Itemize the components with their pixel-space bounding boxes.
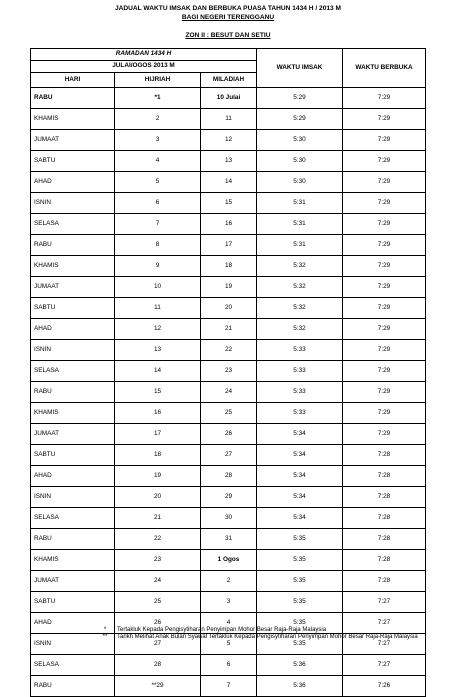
imsak-cell: 5:34 (257, 487, 343, 508)
hijri-cell: 10 (115, 277, 201, 298)
berbuka-cell: 7:29 (343, 172, 426, 193)
table-row (31, 655, 426, 676)
berbuka-cell: 7:29 (343, 214, 426, 235)
hijri-cell: 14 (115, 361, 201, 382)
imsak-cell: 5:33 (257, 340, 343, 361)
hijri-cell: 25 (115, 592, 201, 613)
berbuka-cell: 7:29 (343, 109, 426, 130)
table-row (31, 676, 426, 697)
berbuka-cell: 7:29 (343, 403, 426, 424)
day-cell: SABTU (31, 445, 115, 466)
berbuka-cell: 7:28 (343, 571, 426, 592)
day-cell: SELASA (31, 508, 115, 529)
berbuka-cell: 7:29 (343, 130, 426, 151)
imsak-cell: 5:35 (257, 550, 343, 571)
table-row (31, 193, 426, 214)
document-title: JADUAL WAKTU IMSAK DAN BERBUKA PUASA TAHUN 1434 H / 2013 M (114, 5, 342, 12)
table-row (31, 319, 426, 340)
imsak-cell: 5:35 (257, 592, 343, 613)
imsak-cell: 5:36 (257, 655, 343, 676)
table-row (31, 298, 426, 319)
imsak-cell: 5:34 (257, 466, 343, 487)
imsak-cell: 5:32 (257, 298, 343, 319)
day-cell: AHAD (31, 319, 115, 340)
berbuka-cell: 7:29 (343, 235, 426, 256)
table-row (31, 340, 426, 361)
day-cell: JUMAAT (31, 571, 115, 592)
hijri-cell: 21 (115, 508, 201, 529)
miladi-cell: 15 (201, 193, 257, 214)
day-cell: KHAMIS (31, 403, 115, 424)
day-cell: SABTU (31, 592, 115, 613)
day-cell: JUMAAT (31, 424, 115, 445)
hijri-cell: 2 (115, 109, 201, 130)
miladi-cell: 19 (201, 277, 257, 298)
hijri-cell: 16 (115, 403, 201, 424)
imsak-cell: 5:33 (257, 403, 343, 424)
imsak-cell: 5:32 (257, 277, 343, 298)
hijri-cell: 27 (115, 634, 201, 655)
table-row (31, 508, 426, 529)
day-cell: AHAD (31, 613, 115, 634)
day-cell: SELASA (31, 361, 115, 382)
imsak-cell: 5:34 (257, 424, 343, 445)
schedule-table (30, 48, 426, 697)
miladi-cell: 7 (201, 676, 257, 697)
imsak-cell: 5:32 (257, 256, 343, 277)
table-row (31, 445, 426, 466)
hijri-cell: 23 (115, 550, 201, 571)
imsak-column-header: WAKTU IMSAK (257, 49, 343, 88)
day-cell: KHAMIS (31, 256, 115, 277)
imsak-cell: 5:35 (257, 634, 343, 655)
berbuka-cell: 7:29 (343, 256, 426, 277)
imsak-cell: 5:31 (257, 214, 343, 235)
hijri-cell: 18 (115, 445, 201, 466)
miladi-cell: 17 (201, 235, 257, 256)
berbuka-cell: 7:28 (343, 550, 426, 571)
day-cell: KHAMIS (31, 109, 115, 130)
table-row (31, 487, 426, 508)
miladi-cell: 27 (201, 445, 257, 466)
hijri-column-header: HIJRIAH (115, 73, 201, 88)
day-cell: SABTU (31, 298, 115, 319)
berbuka-cell: 7:27 (343, 613, 426, 634)
hijri-cell: **29 (115, 676, 201, 697)
hijri-cell: 20 (115, 487, 201, 508)
berbuka-cell: 7:29 (343, 298, 426, 319)
berbuka-cell: 7:28 (343, 508, 426, 529)
month-header: JULAI/OGOS 2013 M (31, 61, 257, 73)
table-row (31, 361, 426, 382)
imsak-cell: 5:31 (257, 193, 343, 214)
day-cell: SABTU (31, 151, 115, 172)
miladi-cell: 22 (201, 340, 257, 361)
hijri-cell: 19 (115, 466, 201, 487)
hijri-cell: 22 (115, 529, 201, 550)
zone-label: ZON II : BESUT DAN SETIU (185, 32, 271, 39)
miladi-cell: 31 (201, 529, 257, 550)
footnote (97, 627, 427, 634)
miladi-cell: 16 (201, 214, 257, 235)
day-cell: SELASA (31, 655, 115, 676)
berbuka-cell: 7:27 (343, 634, 426, 655)
table-row (31, 88, 426, 109)
berbuka-cell: 7:28 (343, 466, 426, 487)
footnotes (97, 627, 427, 641)
berbuka-cell: 7:29 (343, 361, 426, 382)
table-row (31, 571, 426, 592)
miladi-cell: 2 (201, 571, 257, 592)
imsak-cell: 5:29 (257, 109, 343, 130)
day-cell: ISNIN (31, 340, 115, 361)
footnote-mark: * (103, 627, 107, 633)
berbuka-cell: 7:29 (343, 424, 426, 445)
hijri-cell: 17 (115, 424, 201, 445)
imsak-cell: 5:34 (257, 508, 343, 529)
imsak-cell: 5:30 (257, 130, 343, 151)
berbuka-cell: 7:29 (343, 193, 426, 214)
miladi-cell: 6 (201, 655, 257, 676)
day-cell: JUMAAT (31, 130, 115, 151)
hijri-cell: 24 (115, 571, 201, 592)
miladi-cell: 30 (201, 508, 257, 529)
berbuka-cell: 7:29 (343, 151, 426, 172)
state-subtitle: BAGI NEGERI TERENGGANU (181, 14, 275, 21)
imsak-cell: 5:35 (257, 529, 343, 550)
header-row-ramadan (31, 49, 426, 61)
hijri-cell: 11 (115, 298, 201, 319)
hijri-cell: 5 (115, 172, 201, 193)
miladi-cell: 29 (201, 487, 257, 508)
miladi-cell: 18 (201, 256, 257, 277)
miladi-column-header: MILADIAH (201, 73, 257, 88)
miladi-cell: 14 (201, 172, 257, 193)
day-cell: ISNIN (31, 634, 115, 655)
berbuka-cell: 7:27 (343, 592, 426, 613)
day-column-header: HARI (31, 73, 115, 88)
berbuka-cell: 7:28 (343, 529, 426, 550)
imsak-cell: 5:31 (257, 235, 343, 256)
table-row (31, 130, 426, 151)
miladi-cell: 5 (201, 634, 257, 655)
table-row (31, 424, 426, 445)
table-row (31, 529, 426, 550)
imsak-cell: 5:33 (257, 361, 343, 382)
day-cell: AHAD (31, 466, 115, 487)
imsak-cell: 5:35 (257, 613, 343, 634)
imsak-cell: 5:29 (257, 88, 343, 109)
footnote-mark: ** (102, 634, 108, 640)
day-cell: RABU (31, 235, 115, 256)
table-row (31, 466, 426, 487)
miladi-cell: 11 (201, 109, 257, 130)
footnote-text: Tertakluk Kepada Pengisytiharan Penyimpan Mohor Besar Raja-Raja Malaysia (117, 627, 327, 633)
table-row (31, 214, 426, 235)
day-cell: RABU (31, 382, 115, 403)
hijri-cell: 12 (115, 319, 201, 340)
hijri-cell: 8 (115, 235, 201, 256)
hijri-cell: 13 (115, 340, 201, 361)
table-row (31, 151, 426, 172)
imsak-cell: 5:30 (257, 172, 343, 193)
table-row (31, 550, 426, 571)
imsak-cell: 5:32 (257, 319, 343, 340)
berbuka-cell: 7:29 (343, 277, 426, 298)
day-cell: JUMAAT (31, 277, 115, 298)
miladi-cell: 24 (201, 382, 257, 403)
imsak-cell: 5:30 (257, 151, 343, 172)
ramadan-header: RAMADAN 1434 H (31, 49, 257, 61)
day-cell: ISNIN (31, 193, 115, 214)
berbuka-cell: 7:29 (343, 319, 426, 340)
day-cell: RABU (31, 676, 115, 697)
table-row (31, 403, 426, 424)
berbuka-cell: 7:28 (343, 445, 426, 466)
berbuka-cell: 7:27 (343, 655, 426, 676)
table-row (31, 277, 426, 298)
miladi-cell: 26 (201, 424, 257, 445)
hijri-cell: 4 (115, 151, 201, 172)
footnote-text: Tarikh Melihat Anak Bulan Syawal Tertakluk Kepada Pengisytiharan Penyimpan Mohor Besar Raja-Raja Malaysia (117, 634, 418, 640)
imsak-cell: 5:35 (257, 571, 343, 592)
berbuka-column-header: WAKTU BERBUKA (343, 49, 426, 88)
day-cell: RABU (31, 529, 115, 550)
miladi-cell: 10 Julai (201, 88, 257, 109)
miladi-cell: 1 Ogos (201, 550, 257, 571)
table-row (31, 172, 426, 193)
schedule-table-body (31, 49, 426, 697)
day-cell: AHAD (31, 172, 115, 193)
berbuka-cell: 7:29 (343, 382, 426, 403)
berbuka-cell: 7:29 (343, 340, 426, 361)
miladi-cell: 21 (201, 319, 257, 340)
table-row (31, 256, 426, 277)
miladi-cell: 3 (201, 592, 257, 613)
day-cell: SELASA (31, 214, 115, 235)
imsak-cell: 5:33 (257, 382, 343, 403)
miladi-cell: 28 (201, 466, 257, 487)
miladi-cell: 4 (201, 613, 257, 634)
miladi-cell: 20 (201, 298, 257, 319)
miladi-cell: 25 (201, 403, 257, 424)
footnote (97, 634, 427, 641)
hijri-cell: 3 (115, 130, 201, 151)
hijri-cell: 26 (115, 613, 201, 634)
hijri-cell: 7 (115, 214, 201, 235)
imsak-cell: 5:34 (257, 445, 343, 466)
miladi-cell: 13 (201, 151, 257, 172)
day-cell: RABU (31, 88, 115, 109)
table-row (31, 382, 426, 403)
miladi-cell: 12 (201, 130, 257, 151)
berbuka-cell: 7:26 (343, 676, 426, 697)
table-row (31, 235, 426, 256)
hijri-cell: 15 (115, 382, 201, 403)
day-cell: ISNIN (31, 487, 115, 508)
hijri-cell: 6 (115, 193, 201, 214)
miladi-cell: 23 (201, 361, 257, 382)
table-row (31, 109, 426, 130)
table-row (31, 592, 426, 613)
imsak-cell: 5:36 (257, 676, 343, 697)
hijri-cell: *1 (115, 88, 201, 109)
day-cell: KHAMIS (31, 550, 115, 571)
hijri-cell: 9 (115, 256, 201, 277)
hijri-cell: 28 (115, 655, 201, 676)
berbuka-cell: 7:29 (343, 88, 426, 109)
berbuka-cell: 7:28 (343, 487, 426, 508)
